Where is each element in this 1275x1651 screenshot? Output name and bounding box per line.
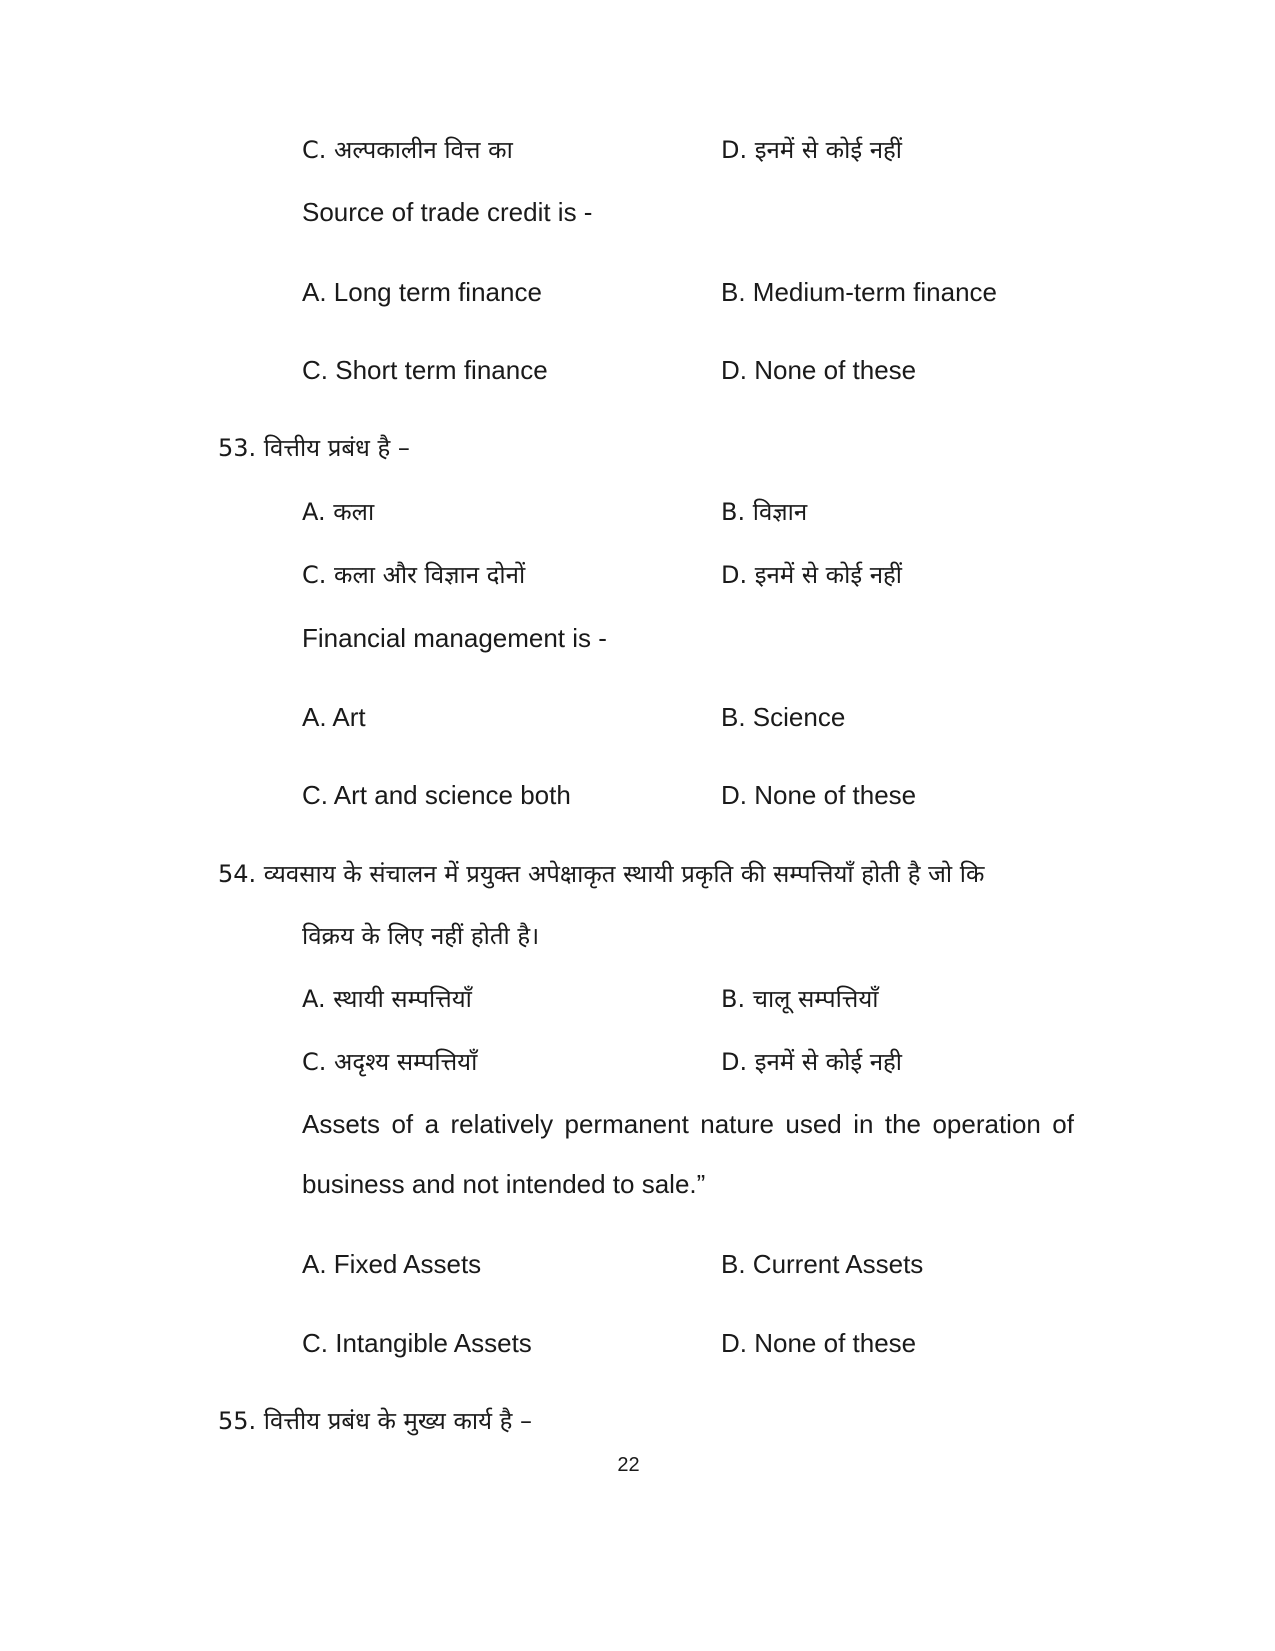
q53-en-option-d: D. None of these: [721, 780, 917, 810]
q53-hi-question: 53. वित्तीय प्रबंध है –: [218, 434, 410, 462]
q54-hi-option-d: D. इनमें से कोई नही: [721, 1048, 903, 1076]
q53-hi-option-b: B. विज्ञान: [721, 498, 808, 526]
q55-hi-question: 55. वित्तीय प्रबंध के मुख्य कार्य है –: [218, 1407, 533, 1435]
prev-hi-option-d: D. इनमें से कोई नहीं: [721, 136, 903, 164]
q54-en-option-c: C. Intangible Assets: [302, 1328, 532, 1358]
q53-hi-option-d: D. इनमें से कोई नहीं: [721, 561, 903, 589]
page-number: 22: [617, 1454, 640, 1476]
prev-hi-option-c: C. अल्पकालीन वित्त का: [302, 136, 513, 164]
q54-en-question: Assets of a relatively permanent nature used in the operation of business and not intended to sale.”: [302, 1109, 1074, 1199]
q54-hi-question-line2: विक्रय के लिए नहीं होती है।: [302, 922, 540, 950]
q53-en-option-a: A. Art: [302, 702, 366, 732]
prev-en-option-b: B. Medium-term finance: [721, 277, 997, 307]
prev-en-option-a: A. Long term finance: [302, 277, 542, 307]
q54-hi-option-c: C. अदृश्य सम्पत्तियाँ: [302, 1048, 478, 1076]
q53-en-question: Financial management is -: [302, 623, 607, 653]
q54-en-option-b: B. Current Assets: [721, 1249, 924, 1279]
prev-en-option-c: C. Short term finance: [302, 355, 548, 385]
q54-hi-question-line1: 54. व्यवसाय के संचालन में प्रयुक्त अपेक्षाकृत स्थायी प्रकृति की सम्पत्तियाँ होती है जो कि: [218, 860, 985, 888]
prev-en-option-d: D. None of these: [721, 355, 917, 385]
q53-en-option-b: B. Science: [721, 702, 846, 732]
prev-en-question: Source of trade credit is -: [302, 197, 593, 227]
q53-hi-option-a: A. कला: [302, 498, 375, 526]
q53-en-option-c: C. Art and science both: [302, 780, 571, 810]
q54-en-option-a: A. Fixed Assets: [302, 1249, 482, 1279]
q53-hi-option-c: C. कला और विज्ञान दोनों: [302, 561, 526, 589]
q54-hi-option-b: B. चालू सम्पत्तियाँ: [721, 985, 879, 1013]
q54-en-option-d: D. None of these: [721, 1328, 917, 1358]
q54-hi-option-a: A. स्थायी सम्पत्तियाँ: [302, 985, 472, 1013]
